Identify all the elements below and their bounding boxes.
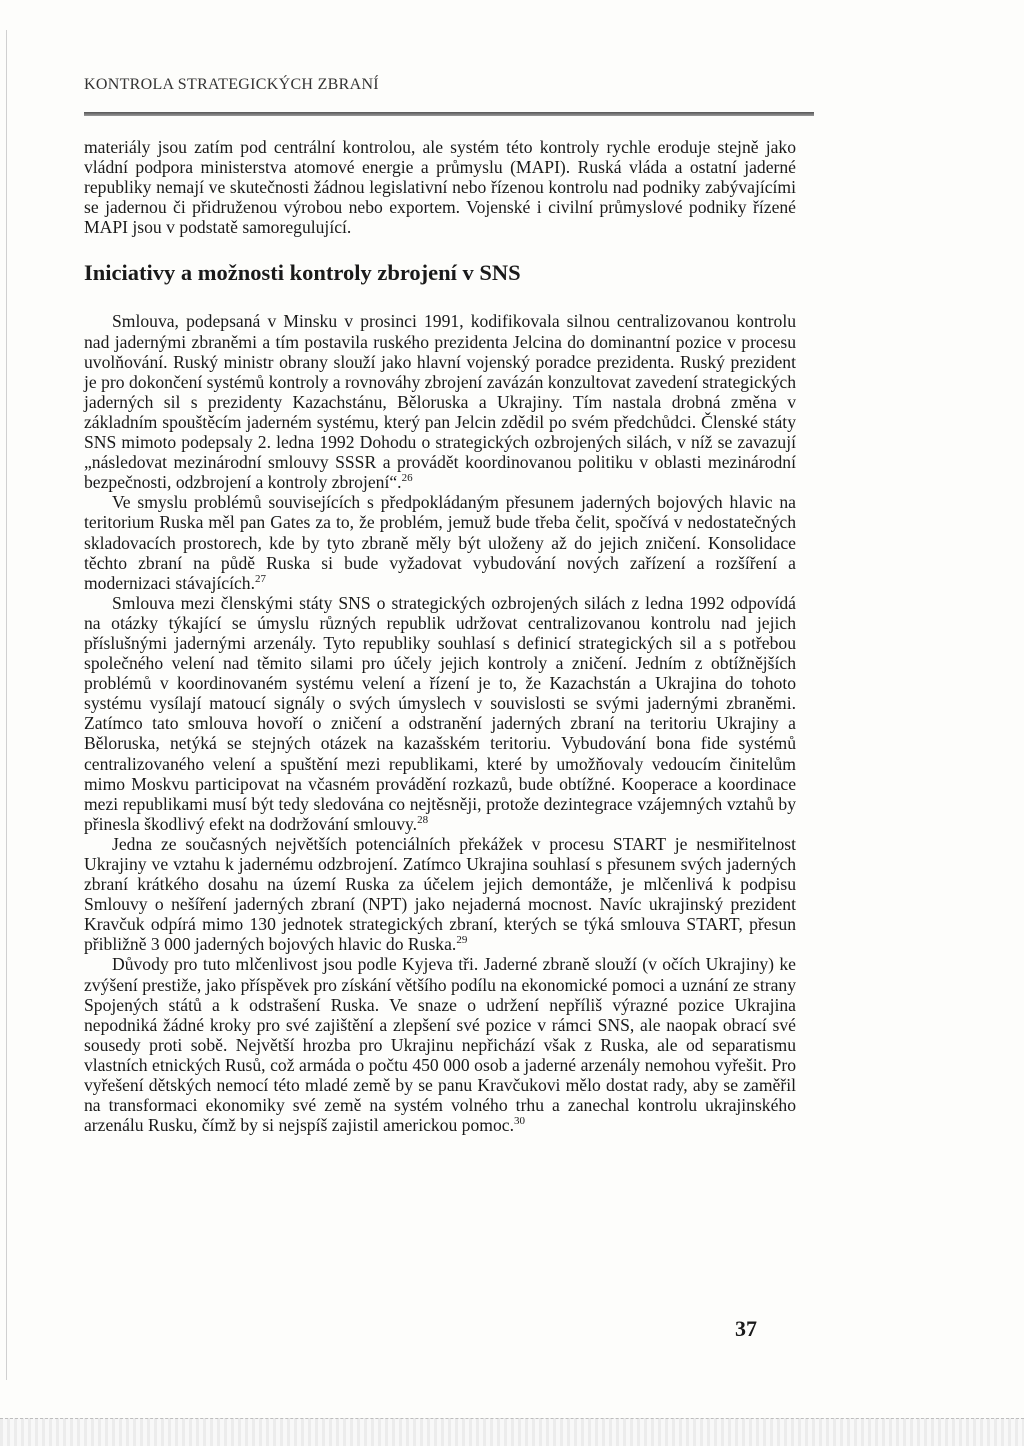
body-paragraph: Smlouva mezi členskými státy SNS o strategických ozbrojených silách z ledna 1992 odpovídá na otázky týkající se úmyslu různých republik udržovat centralizovanou kontrolu nad jejich příslušnými jadernými arzenály. Tyto republiky souhlasí s definicí strategických sil a s potřebou společného velení nad těmito silami pro účely jejich kontroly a zničení. Jedním z obtížnějších problémů v koordinovaném systému velení a řízení je to, že Kazachstán a Ukrajina do tohoto systému vysílají matoucí signály o svých úmyslech v souvislosti se svými jadernými zbraněmi. Zatímco tato smlouva hovoří o zničení a odstranění jaderných zbraní na teritoriu Ukrajiny a Běloruska, netýká se stejných otázek na kazašském teritoriu. Vybudování bona fide systémů centralizovaného velení a spuštění mezi republikami, které by umožňovaly vedoucím činitelům mimo Moskvu participovat na včasném provádění rozkazů, bude obtížné. Kooperace a koordinace mezi republikami musí být tedy sledována co nejtěsněji, protože dezintegrace vzájemných vztahů by přinesla škodlivý efekt na dodržování smlouvy.$^{28}$ <box>84 592 796 834</box>
running-header: KONTROLA STRATEGICKÝCH ZBRANÍ <box>84 76 379 93</box>
section-heading: Iniciativy a možnosti kontroly zbrojení v SNS <box>84 260 521 286</box>
body-paragraph: Důvody pro tuto mlčenlivost jsou podle Kyjeva tři. Jaderné zbraně slouží (v očích Ukrajiny) ke zvýšení prestiže, jako příspěvek pro získání většího podílu na ekonomické pomoci a uznání ze strany Spojených států a k odstrašení Ruska. Ve snaze o udržení nepříliš výrazné pozice Ukrajina nepodniká žádné kroky pro své zajištění a zlepšení své pozice v rámci SNS, ale naopak obrací své sousedy proti sobě. Největší hrozba pro Ukrajinu nepřichází však z Ruska, ale od separatismu vlastních etnických Rusů, což armáda o počtu 450 000 osob a jaderné arzenály nemohou vyřešit. Pro vyřešení dětských nemocí této mladé země by se panu Kravčukovi mělo dostat rady, aby se zaměřil na transformaci ekonomiky své země na systém volného trhu a zanechal kontrolu ukrajinského arzenálu Rusku, čímž by si nejspíš zajistil americkou pomoc.$^{30}$ <box>84 954 796 1136</box>
header-rule <box>84 112 814 116</box>
page-number: 37 <box>735 1316 757 1341</box>
body-paragraph: Jedna ze současných největších potenciálních překážek v procesu START je nesmiřitelnost Ukrajiny ve vztahu k jadernému odzbrojení. Zatímco Ukrajina souhlasí s přesunem svých jaderných zbraní krátkého dosahu na území Ruska za účelem jejich demontáže, je mlčenlivá k podpisu Smlouvy o nešíření jaderných zbraní (NPT) jako nejaderná mocnost. Navíc ukrajinský prezident Kravčuk odpírá mimo 130 jednotek strategických zbraní, kterých se týká smlouva START, přesun přibližně 3 000 jaderných bojových hlavic do Ruska.$^{29}$ <box>84 833 796 955</box>
footnote-ref[interactable]: 27 <box>254 572 266 585</box>
scan-bottom-strip <box>0 1418 1024 1446</box>
body-paragraph: Smlouva, podepsaná v Minsku v prosinci 1991, kodifikovala silnou centralizovanou kontrolu nad jadernými zbraněmi a tím postavila ruského prezidenta Jelcina do dominantní pozice v procesu uvolňování. Ruský ministr obrany slouží jako hlavní vojenský poradce prezidenta. Ruský prezident je pro dokončení systémů kontroly a rovnováhy zbrojení zavázán konzultovat zavedení strategických jaderných sil s prezidenty Kazachstánu, Běloruska a Ukrajiny. Tím nastala drobná změna v základním spouštěcím jaderném systému, který pan Jelcin zdědil po svém předchůdci. Členské státy SNS mimoto podepsaly 2. ledna 1992 Dohodu o strategických ozbrojených silách, v níž se zavazují „následovat mezinárodní smlouvy SSSR a provádět koordinovanou politiku v oblasti mezinárodní bezpečnosti, odzbrojení a kontroly zbrojení“.$^{26}$ <box>84 311 796 493</box>
body-paragraph: Ve smyslu problémů souvisejících s předpokládaným přesunem jaderných bojových hlavic na teritorium Ruska měl pan Gates za to, že problém, jemuž bude třeba čelit, spočívá v nedostatečných skladovacích prostorech, kde by tyto zbraně měly být uloženy až do jejich zničení. Konsolidace těchto zbraní na půdě Ruska si bude vyžadovat vybudování nových zařízení a rozšíření a modernizaci stávajících.$^{27}$ <box>84 492 796 593</box>
footnote-ref[interactable]: 26 <box>401 472 413 485</box>
footnote-ref[interactable]: 28 <box>417 813 429 826</box>
scan-edge-line <box>6 30 7 1380</box>
footnote-ref[interactable]: 30 <box>513 1115 525 1128</box>
page-body <box>84 137 796 1135</box>
intro-paragraph: materiály jsou zatím pod centrální kontrolou, ale systém této kontroly rychle eroduje stejně jako vládní podpora ministerstva atomové energie a průmyslu (MAPI). Ruská vláda a ostatní jaderné republiky nemají ve skutečnosti žádnou legislativní nebo řízenou kontrolu nad podniky zabývajícími se jadernou či přidruženou výrobou nebo exportem. Vojenské i civilní průmyslové podniky řízené MAPI jsou v podstatě samoregulující. <box>84 137 796 238</box>
footnote-ref[interactable]: 29 <box>456 934 468 947</box>
